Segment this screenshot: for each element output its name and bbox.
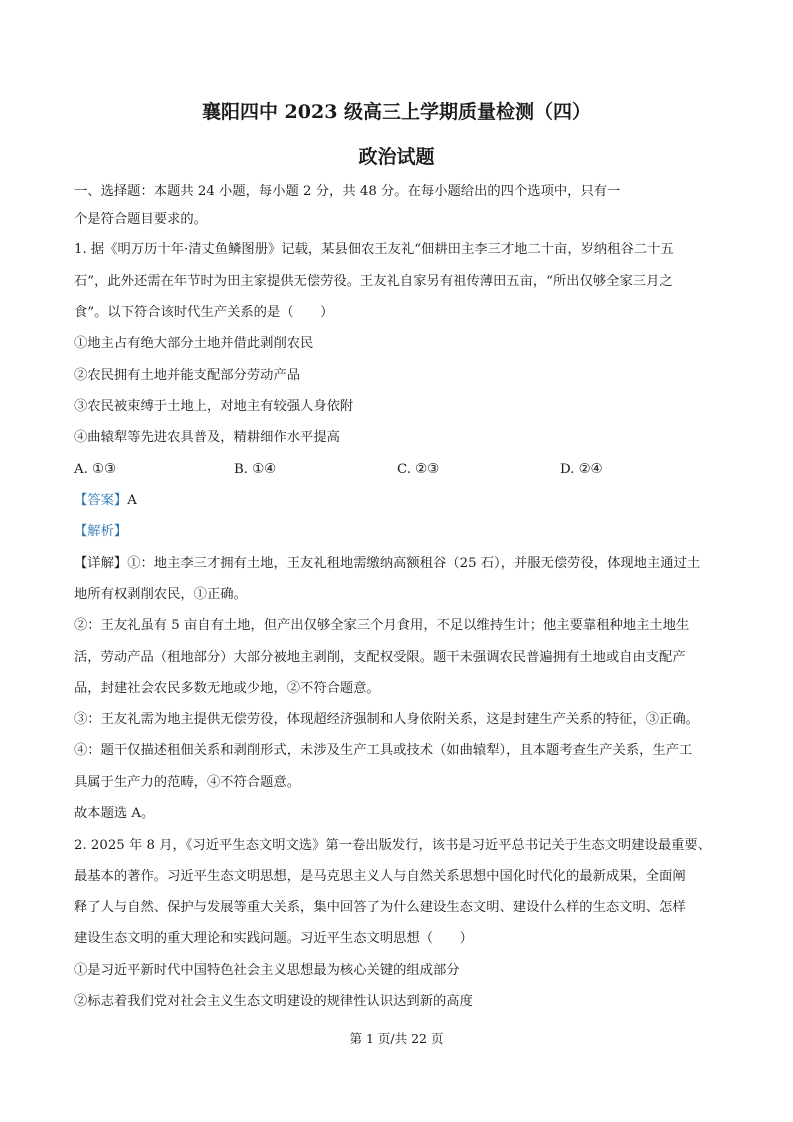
q2-stem-line-4: 建设生态文明的重大理论和实践问题。习近平生态文明思想（ ）	[74, 931, 473, 946]
subject-title: 政治试题	[358, 146, 435, 168]
q1-stem-line-2: 石”，此外还需在年节时为田主家提供无偿劳役。王友礼自家另有祖传薄田五亩，“所出仅够全家三月之	[74, 274, 673, 289]
q1-detail-line-5: 品，封建社会农民多数无地或少地，②不符合题意。	[74, 681, 380, 696]
q1-option-c: C. ②③	[397, 462, 439, 477]
q1-conclusion: 故本题选 A。	[74, 806, 155, 821]
q1-detail-line-4: 活，劳动产品（租地部分）大部分被地主剥削，支配权受限。题干未强调农民普遍拥有土地或自由支配产	[74, 650, 686, 665]
q1-statement-1: ①地主占有绝大部分土地并借此剥削农民	[74, 336, 314, 351]
q2-statement-2: ②标志着我们党对社会主义生态文明建设的规律性认识达到新的高度	[74, 994, 473, 1009]
q1-statement-2: ②农民拥有土地并能支配部分劳动产品	[74, 368, 301, 383]
q1-detail-line-1	[74, 556, 724, 572]
q1-option-a: A. ①③	[74, 462, 116, 477]
q1-option-b: B. ①④	[234, 462, 277, 477]
page-number: 第 1 页/共 22 页	[349, 1031, 444, 1046]
q1-statement-3: ③农民被束缚于土地上，对地主有较强人身依附	[74, 399, 354, 414]
section-instruction-line-2: 个是符合题目要求的。	[74, 212, 207, 227]
q1-answer	[74, 493, 724, 509]
q1-stem-line-1: 1. 据《明万历十年·清丈鱼鳞图册》记载，某县佃农王友礼“佃耕田主李三才地二十亩，岁纳租谷二十五	[74, 242, 674, 257]
q1-detail-line-7: ④：题干仅描述租佃关系和剥削形式，未涉及生产工具或技术（如曲辕犁），且本题考查生产关系，生产工	[74, 743, 693, 758]
detail-tag: 【详解】	[74, 556, 128, 571]
answer-value: A	[127, 493, 137, 508]
q1-option-d: D. ②④	[560, 462, 603, 477]
q2-stem-line-2: 最基本的著作。习近平生态文明思想，是马克思主义人与自然关系思想中国化时代化的最新成果，全面阐	[74, 869, 686, 884]
q1-detail-line-2: 地所有权剥削农民，①正确。	[74, 587, 247, 602]
q2-statement-1: ①是习近平新时代中国特色社会主义思想最为核心关键的组成部分	[74, 963, 460, 978]
q1-statement-4: ④曲辕犁等先进农具普及，精耕细作水平提高	[74, 430, 340, 445]
analysis-tag: 【解析】	[74, 524, 128, 539]
q1-stem-line-3: 食”。以下符合该时代生产关系的是（ ）	[74, 305, 334, 320]
q1-detail-line-6: ③：王友礼需为地主提供无偿劳役，体现超经济强制和人身依附关系，这是封建生产关系的特征，③正确。	[74, 712, 699, 727]
q1-analysis	[74, 524, 724, 540]
section-instruction-line-1: 一、选择题：本题共 24 小题，每小题 2 分，共 48 分。在每小题给出的四个选项中，只有一	[74, 184, 621, 199]
exam-title: 襄阳四中 2023 级高三上学期质量检测（四）	[201, 101, 592, 123]
q2-stem-line-3: 释了人与自然、保护与发展等重大关系，集中回答了为什么建设生态文明、建设什么样的生态文明、怎样	[74, 900, 686, 915]
answer-tag: 【答案】	[74, 493, 128, 508]
q2-stem-line-1: 2. 2025 年 8 月，《习近平生态文明文选》第一卷出版发行，该书是习近平总书记关于生态文明建设最重要、	[74, 838, 712, 853]
detail-text: ①：地主李三才拥有土地，王友礼租地需缴纳高额租谷（25 石），并服无偿劳役，体现地主通过土	[127, 556, 701, 571]
q1-detail-line-8: 具属于生产力的范畴，④不符合题意。	[74, 775, 301, 790]
q1-detail-line-3: ②：王友礼虽有 5 亩自有土地，但产出仅够全家三个月食用，不足以维持生计；他主要靠租种地主土地生	[74, 618, 690, 633]
